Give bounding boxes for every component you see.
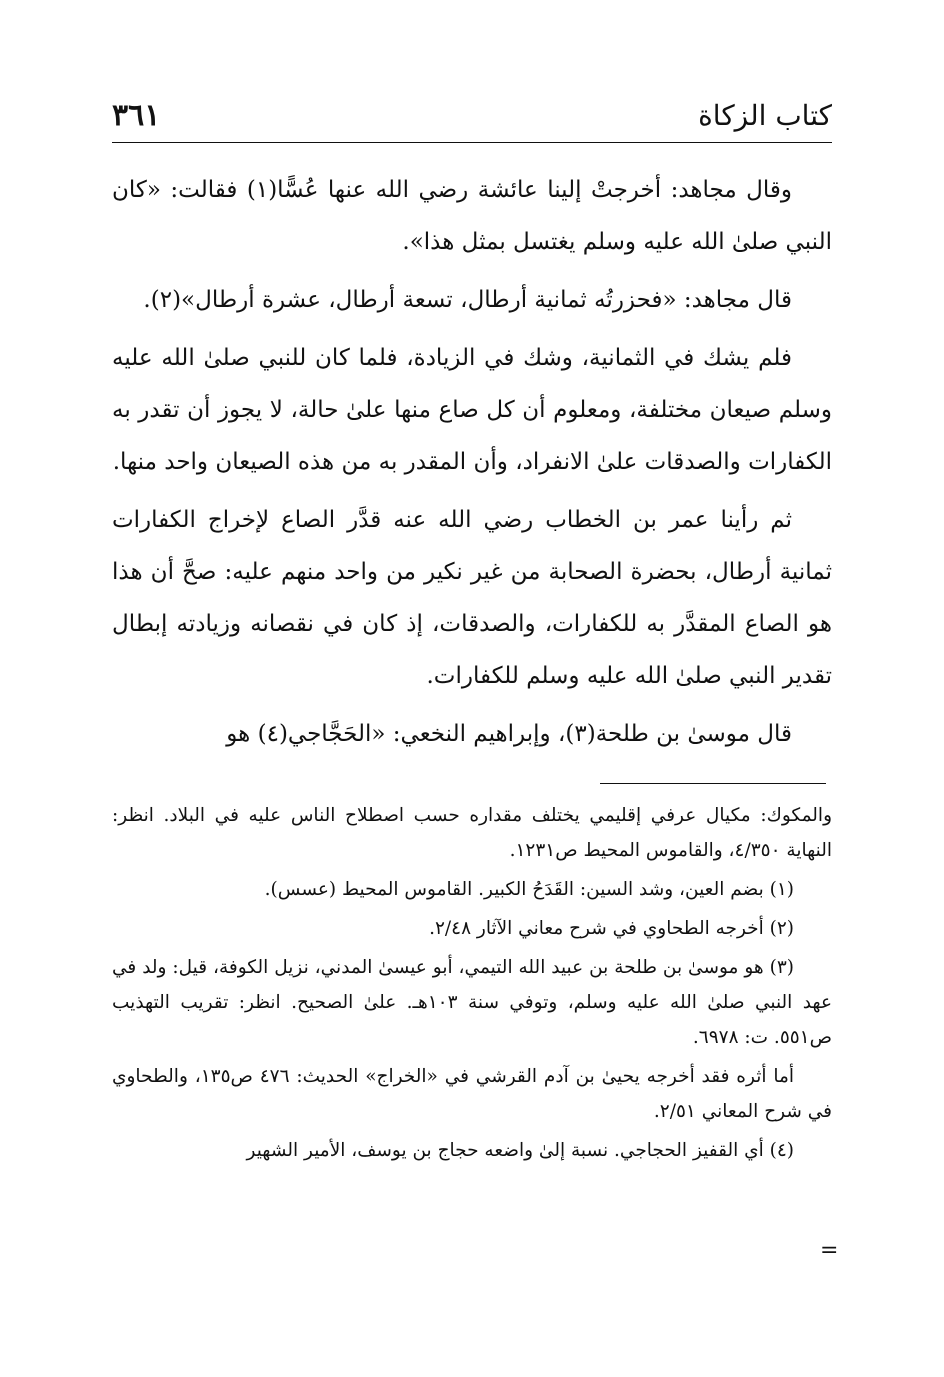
footnote-continuation: والمكوك: مكيال عرفي إقليمي يختلف مقداره حسب اصطلاح الناس عليه في البلاد. انظر: النهاية ٤/٣٥٠، والقاموس المحيط ص١٢٣١.	[112, 805, 832, 861]
continued-mark: =	[820, 1238, 839, 1263]
paragraph: قال موسىٰ بن طلحة(٣)، وإبراهيم النخعي: «الحَجَّاجي(٤) هو	[226, 721, 792, 747]
paragraph: قال مجاهد: «فحزرتُه ثمانية أرطال، تسعة أرطال، عشرة أرطال»(٢).	[143, 287, 792, 313]
header-rule	[112, 142, 832, 143]
footnote: (٢) أخرجه الطحاوي في شرح معاني الآثار ٢/٤٨.	[429, 918, 794, 939]
running-title: كتاب الزكاة	[698, 99, 832, 132]
footnote: (٤) أي القفيز الحجاجي. نسبة إلىٰ واضعه حجاج بن يوسف، الأمير الشهير	[246, 1140, 794, 1161]
paragraph: وقال مجاهد: أخرجتْ إلينا عائشة رضي الله عنها عُسًّا(١) فقالت: «كان النبي صلىٰ الله عليه وسلم يغتسل بمثل هذا».	[112, 177, 832, 255]
paragraph: فلم يشك في الثمانية، وشك في الزيادة، فلما كان للنبي صلىٰ الله عليه وسلم صيعان مختلفة، ومعلوم أن كل صاع منها علىٰ حالة، لا يجوز أن تقدر به الكفارات والصدقات علىٰ الانفراد، وأن المقدر به من هذه الصيعان واحد منها.	[112, 345, 832, 475]
footnote: أما أثره فقد أخرجه يحيىٰ بن آدم القرشي في «الخراج» الحديث: ٤٧٦ ص١٣٥، والطحاوي في شرح المعاني ٢/٥١.	[112, 1066, 832, 1122]
page-header	[112, 92, 832, 140]
footnotes	[112, 798, 832, 1172]
footnote: (٣) هو موسىٰ بن طلحة بن عبيد الله التيمي، أبو عيسىٰ المدني، نزيل الكوفة، قيل: ولد في عهد النبي صلىٰ الله عليه وسلم، وتوفي سنة ١٠٣هـ. علىٰ الصحيح. انظر: تقريب التهذيب ص٥٥١. ت: ٦٩٧٨.	[112, 957, 832, 1048]
page-number: ٣٦١	[112, 98, 161, 133]
paragraph: ثم رأينا عمر بن الخطاب رضي الله عنه قدَّر الصاع لإخراج الكفارات ثمانية أرطال، بحضرة الصحابة من غير نكير من واحد منهم عليه: صحَّ أن هذا هو الصاع المقدَّر به للكفارات، والصدقات، إذ كان في نقصانه وزيادته إبطال تقدير النبي صلىٰ الله عليه وسلم للكفارات.	[112, 507, 832, 689]
main-text	[112, 164, 832, 766]
footnote: (١) بضم العين، وشد السين: القَدَحُ الكبير. القاموس المحيط (عسس).	[264, 879, 794, 900]
footnote-separator	[600, 783, 826, 784]
